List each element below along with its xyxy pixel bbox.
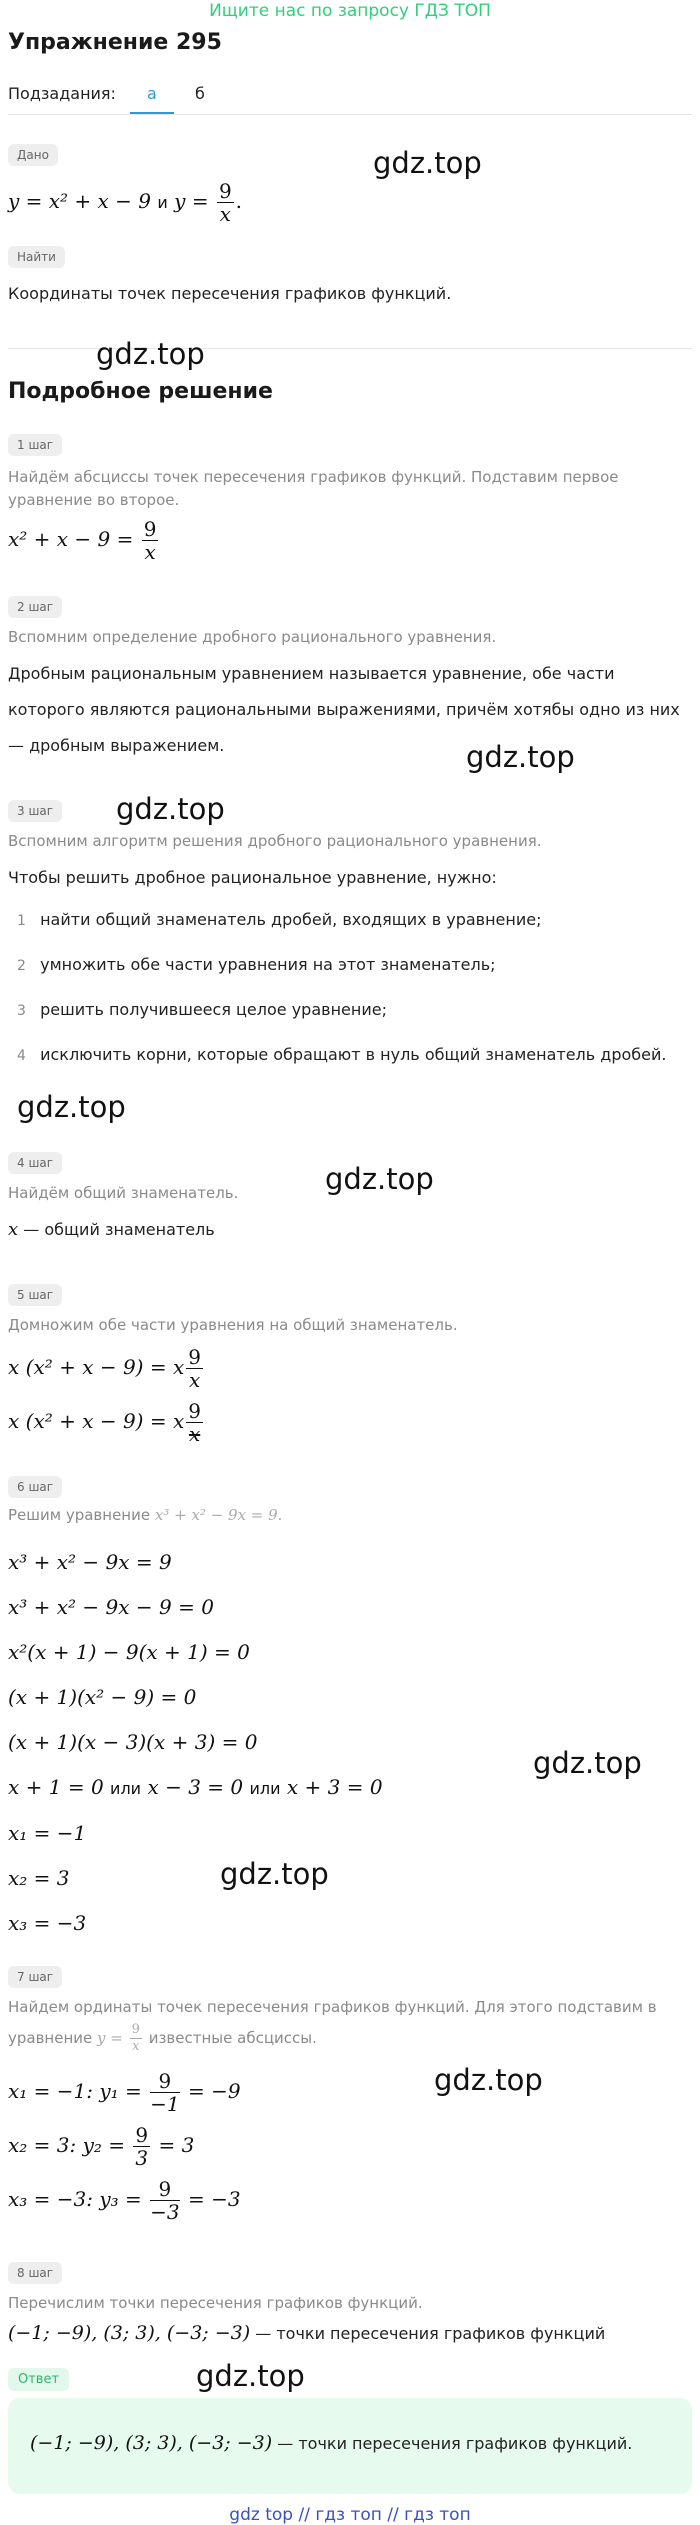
step3-pill: 3 шаг bbox=[8, 800, 62, 822]
step7-pill: 7 шаг bbox=[8, 1966, 62, 1988]
footer-links[interactable]: gdz top // гдз топ // гдз топ bbox=[229, 2505, 471, 2525]
equation-line: x²(x + 1) − 9(x + 1) = 0 bbox=[8, 1640, 250, 1664]
equation-line: (x + 1)(x − 3)(x + 3) = 0 bbox=[8, 1730, 258, 1754]
step8-points: (−1; −9), (3; 3), (−3; −3) — точки пересечения графиков функций bbox=[8, 2322, 606, 2344]
equation-line: x₁ = −1 bbox=[8, 1821, 87, 1845]
list-item: 2 умножить обе части уравнения на этот знаменатель; bbox=[17, 955, 496, 974]
step1-equation: x² + x − 9 = $\frac{9}{x}$ bbox=[8, 517, 157, 564]
given-eq1: y = x² + x − 9 bbox=[8, 189, 152, 213]
list-item: 1 найти общий знаменатель дробей, входящих в уравнение; bbox=[17, 910, 542, 929]
watermark: gdz.top bbox=[17, 1090, 126, 1124]
answer-text: (−1; −9), (3; 3), (−3; −3) — точки пересечения графиков функций. bbox=[30, 2432, 633, 2454]
step2-text: Дробным рациональным уравнением называется уравнение, обе части которого являются рациональными выражениями, причём хотябы одно из них — дробным выражением. bbox=[8, 664, 680, 755]
watermark: gdz.top bbox=[466, 740, 575, 774]
given-eq2-lhs: y = bbox=[174, 189, 209, 213]
solution-title: Подробное решение bbox=[8, 379, 273, 404]
step5-pill: 5 шаг bbox=[8, 1284, 62, 1306]
step6-desc: Решим уравнение x³ + x² − 9x = 9. bbox=[8, 1506, 283, 1524]
find-text: Координаты точек пересечения графиков функций. bbox=[8, 284, 452, 303]
step4-text: x — общий знаменатель bbox=[8, 1219, 215, 1240]
equation-line: x₂ = 3 bbox=[8, 1866, 70, 1890]
watermark: gdz.top bbox=[116, 792, 225, 826]
watermark: gdz.top bbox=[434, 2063, 543, 2097]
page-title: Упражнение 295 bbox=[8, 30, 222, 55]
given-fraction: $\frac{9}{x}$ bbox=[218, 179, 232, 226]
step1-pill: 1 шаг bbox=[8, 434, 62, 456]
equation-line: x³ + x² − 9x − 9 = 0 bbox=[8, 1595, 214, 1619]
top-banner[interactable]: Ищите нас по запросу ГДЗ ТОП bbox=[209, 1, 491, 21]
given-equation: y = x² + x − 9 и y = $\frac{9}{x}$ . bbox=[8, 179, 243, 226]
watermark: gdz.top bbox=[325, 1162, 434, 1196]
equation-line: x₃ = −3 bbox=[8, 1911, 87, 1935]
tab-b[interactable]: б bbox=[195, 84, 205, 103]
watermark: gdz.top bbox=[196, 2359, 305, 2393]
equation-line: x³ + x² − 9x = 9 bbox=[8, 1550, 172, 1574]
step3-desc: Вспомним алгоритм решения дробного рационального уравнения. bbox=[8, 832, 542, 850]
tabs-divider bbox=[8, 114, 692, 115]
step7-row: x₃ = −3: y₃ = $\frac{9}{-3}$ = −3 bbox=[8, 2177, 241, 2224]
given-pill: Дано bbox=[8, 144, 58, 166]
step1-desc: Найдём абсциссы точек пересечения графиков функций. Подставим первое уравнение во второе. bbox=[8, 468, 619, 509]
step7-desc2: уравнение y = $\frac{9}{x}$ известные абсциссы. bbox=[8, 2022, 317, 2054]
step3-intro: Чтобы решить дробное рациональное уравнение, нужно: bbox=[8, 868, 497, 887]
list-item: 3 решить получившееся целое уравнение; bbox=[17, 1000, 387, 1019]
step2-pill: 2 шаг bbox=[8, 596, 62, 618]
step5-line2: x (x² + x − 9) = x $\frac{9}{x}$ bbox=[8, 1399, 201, 1446]
step7-row: x₂ = 3: y₂ = $\frac{9}{3}$ = 3 bbox=[8, 2123, 195, 2170]
step7-desc1: Найдем ординаты точек пересечения графиков функций. Для этого подставим в bbox=[8, 1998, 657, 2016]
find-pill: Найти bbox=[8, 246, 65, 268]
step8-pill: 8 шаг bbox=[8, 2262, 62, 2284]
step5-line1: x (x² + x − 9) = x $\frac{9}{x}$ bbox=[8, 1345, 201, 1392]
watermark: gdz.top bbox=[533, 1746, 642, 1780]
equation-line: (x + 1)(x² − 9) = 0 bbox=[8, 1685, 197, 1709]
answer-pill: Ответ bbox=[8, 2368, 69, 2391]
step4-pill: 4 шаг bbox=[8, 1152, 62, 1174]
tab-a[interactable]: а bbox=[147, 84, 157, 103]
subtasks-label: Подзадания: bbox=[8, 84, 116, 103]
list-item: 4 исключить корни, которые обращают в нуль общий знаменатель дробей. bbox=[17, 1045, 667, 1064]
step7-row: x₁ = −1: y₁ = $\frac{9}{-1}$ = −9 bbox=[8, 2069, 241, 2116]
answer-box bbox=[8, 2398, 692, 2494]
watermark: gdz.top bbox=[220, 1857, 329, 1891]
step5-desc: Домножим обе части уравнения на общий знаменатель. bbox=[8, 1316, 458, 1334]
equation-line: x + 1 = 0 или x − 3 = 0 или x + 3 = 0 bbox=[8, 1775, 383, 1799]
watermark: gdz.top bbox=[96, 337, 205, 371]
given-and: и bbox=[157, 193, 168, 212]
step2-desc: Вспомним определение дробного рационального уравнения. bbox=[8, 628, 497, 646]
watermark: gdz.top bbox=[373, 146, 482, 180]
step8-desc: Перечислим точки пересечения графиков функций. bbox=[8, 2294, 423, 2312]
step6-pill: 6 шаг bbox=[8, 1476, 62, 1498]
step4-desc: Найдём общий знаменатель. bbox=[8, 1184, 239, 1202]
algorithm-list bbox=[8, 910, 698, 1090]
